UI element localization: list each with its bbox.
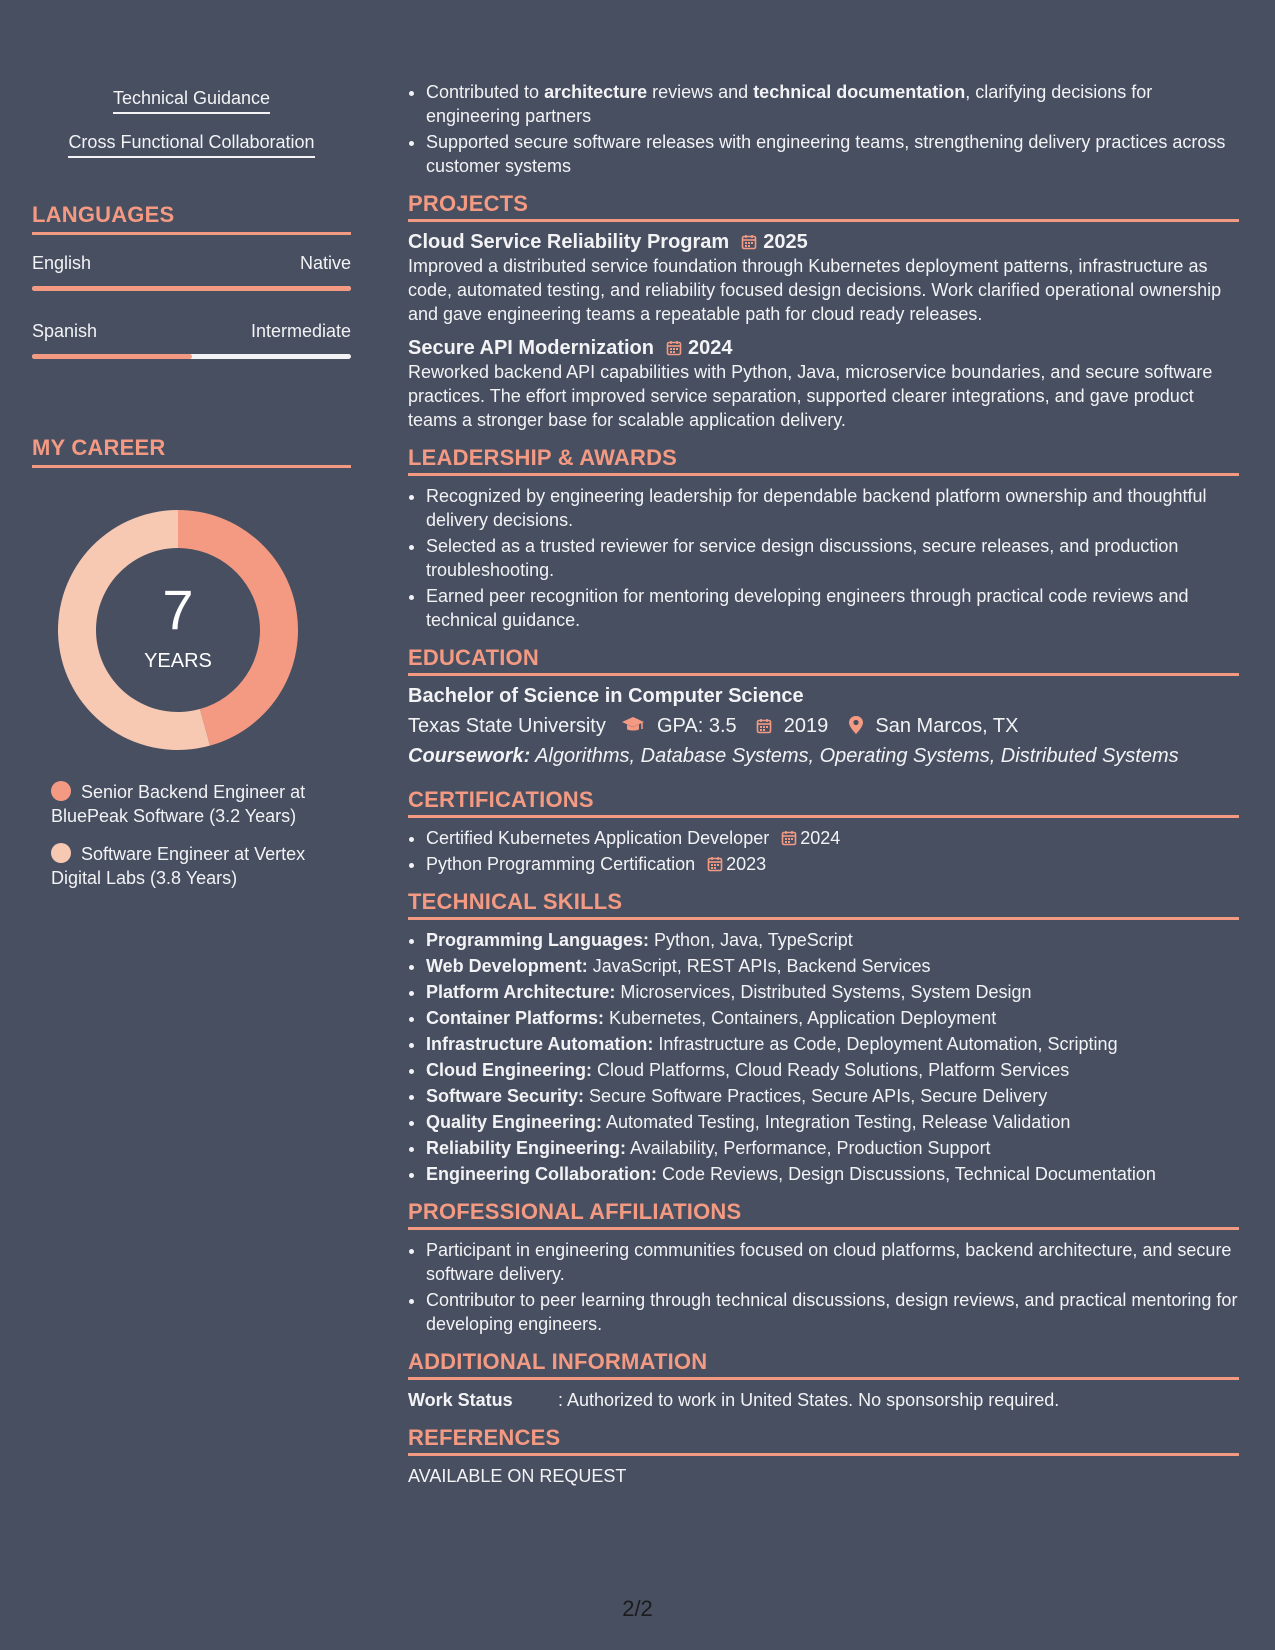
language-proficiency-bar [32,354,351,359]
project-year: 2024 [687,337,733,359]
certifications-section [408,788,1239,876]
calendar-icon [741,234,757,250]
certification-name: Certified Kubernetes Application Developer [426,828,770,848]
calendar-icon [666,340,682,356]
certification-item [426,826,1239,850]
affiliations-heading: PROFESSIONAL AFFILIATIONS [408,1200,1239,1230]
language-proficiency-fill [32,286,351,291]
leadership-item: • Recognized by engineering leadership for dependable backend platform ownership and thoughtful delivery decisions. [426,484,1239,532]
degree-title: Bachelor of Science in Computer Science [408,685,804,707]
education-meta [408,714,1239,738]
guidance-item: Cross Functional Collaboration [68,132,314,158]
project-description: Improved a distributed service foundation through Kubernetes deployment patterns, infrastructure as code, automated testing, and reliability focused design decisions. Work clarified operational ownership and gave engineering teams a repeatable path for cloud ready releases. [408,256,1222,324]
skills-heading: TECHNICAL SKILLS [408,890,1239,920]
language-row [32,253,351,291]
career-total-years: 7 [162,578,194,641]
leadership-item: • Earned peer recognition for mentoring developing engineers through practical code reviews and technical guidance. [426,584,1239,632]
career-role-label: Senior Backend Engineer at BluePeak Software (3.2 Years) [51,782,306,826]
leadership-heading: LEADERSHIP & AWARDS [408,446,1239,476]
language-name: Spanish [32,321,98,341]
skill-value: Cloud Platforms, Cloud Ready Solutions, Platform Services [592,1060,1070,1080]
calendar-icon [781,830,797,846]
references-section [408,1426,1239,1488]
skill-value: Kubernetes, Containers, Application Deployment [604,1008,997,1028]
languages-section [32,202,351,359]
education-section [408,646,1239,768]
additional-section [408,1350,1239,1412]
skill-label: Infrastructure Automation: [426,1034,654,1054]
career-section [32,435,351,890]
coursework [408,744,1239,768]
languages-heading: LANGUAGES [32,202,351,235]
career-heading: MY CAREER [32,435,351,468]
skill-item [426,1110,1239,1134]
affiliation-item: • Participant in engineering communities focused on cloud platforms, backend architecture, and secure software delivery. [426,1238,1239,1286]
language-level: Intermediate [250,321,351,341]
gpa: GPA: 3.5 [656,715,737,737]
graduation-cap-icon [621,716,645,734]
career-role-label: Software Engineer at Vertex Digital Labs (3.8 Years) [51,844,306,888]
skill-item [426,1032,1239,1056]
leadership-section [408,446,1239,632]
skill-value: Infrastructure as Code, Deployment Automation, Scripting [653,1034,1118,1054]
skills-list [408,928,1239,1186]
experience-bullet [426,130,1239,178]
certification-name: Python Programming Certification [426,854,696,874]
language-name: English [32,253,92,273]
page-number: 2/2 [622,1596,653,1621]
projects-section [408,192,1239,432]
skill-item [426,1006,1239,1030]
additional-heading: ADDITIONAL INFORMATION [408,1350,1239,1380]
skill-value: Python, Java, TypeScript [649,930,853,950]
project-description: Reworked backend API capabilities with Python, Java, microservice boundaries, and secure software practices. The effort improved service separation, supported clearer integrations, and gave product teams a stronger base for scalable application delivery. [408,362,1213,430]
emphasis-text: technical documentation [753,82,966,102]
school-name: Texas State University [408,715,606,737]
legend-dot-icon [51,781,71,801]
bullet-text: reviews and [647,82,754,102]
certification-item [426,852,1239,876]
skill-label: Platform Architecture: [426,982,616,1002]
left-column [32,60,351,904]
skill-label: Reliability Engineering: [426,1138,627,1158]
work-status-value: : Authorized to work in United States. No sponsorship required. [558,1390,1060,1410]
skill-label: Software Security: [426,1086,585,1106]
education-heading: EDUCATION [408,646,1239,676]
skill-label: Engineering Collaboration: [426,1164,658,1184]
affiliations-section [408,1200,1239,1336]
certification-year: 2023 [726,854,767,874]
guidance-item: Technical Guidance [113,88,270,114]
page-indicator [0,1596,1275,1622]
work-status-row [408,1388,1239,1412]
certifications-heading: CERTIFICATIONS [408,788,1239,818]
leadership-item: • Selected as a trusted reviewer for service design discussions, secure releases, and production troubleshooting. [426,534,1239,582]
bullet-text: Contributed to [426,82,545,102]
career-total-unit: YEARS [144,650,212,672]
language-level: Native [299,253,351,273]
coursework-list: Algorithms, Database Systems, Operating Systems, Distributed Systems [535,745,1179,767]
skill-item [426,1136,1239,1160]
calendar-icon [756,718,772,734]
skill-item [426,1058,1239,1082]
career-legend-item [51,842,351,890]
graduation-year: 2019 [783,715,829,737]
legend-dot-icon [51,843,71,863]
project-item [408,336,1239,432]
projects-heading: PROJECTS [408,192,1239,222]
work-status-label: Work Status [408,1390,513,1410]
skills-section [408,890,1239,1186]
experience-bullet [426,80,1239,128]
bullet-text: Supported secure software releases with engineering teams, strengthening delivery practices across customer systems [426,132,1226,176]
certification-year: 2024 [800,828,841,848]
language-proficiency-bar [32,286,351,291]
experience-bullets [408,80,1239,178]
emphasis-text: architecture [544,82,648,102]
project-item [408,230,1239,326]
skill-label: Cloud Engineering: [426,1060,592,1080]
skill-value: JavaScript, REST APIs, Backend Services [587,956,931,976]
skill-item [426,980,1239,1004]
right-column [408,80,1239,1488]
language-proficiency-fill [32,354,192,359]
skill-label: Quality Engineering: [426,1112,603,1132]
skill-value: Availability, Performance, Production Support [626,1138,991,1158]
skill-item [426,1084,1239,1108]
project-title: Cloud Service Reliability Program [408,231,730,253]
guidance-list [32,88,351,176]
skill-value: Automated Testing, Integration Testing, Release Validation [602,1112,1071,1132]
skill-value: Secure Software Practices, Secure APIs, Secure Delivery [584,1086,1048,1106]
career-donut-chart [58,510,298,750]
skill-label: Web Development: [426,956,588,976]
skill-value: Code Reviews, Design Discussions, Technical Documentation [657,1164,1156,1184]
career-legend [32,780,351,890]
coursework-label: Coursework: [408,745,531,767]
project-year: 2025 [763,231,808,253]
skill-item [426,954,1239,978]
location-pin-icon [848,715,864,735]
calendar-icon [707,856,723,872]
skill-label: Container Platforms: [426,1008,605,1028]
references-text: AVAILABLE ON REQUEST [408,1466,627,1486]
skill-item [426,928,1239,952]
skill-item [426,1162,1239,1186]
career-legend-item [51,780,351,828]
skill-label: Programming Languages: [426,930,650,950]
skill-value: Microservices, Distributed Systems, System Design [615,982,1032,1002]
bullet-text: , clarifying decisions for engineering partners [426,82,1153,126]
project-title: Secure API Modernization [408,337,654,359]
affiliation-item: • Contributor to peer learning through technical discussions, design reviews, and practical mentoring for developing engineers. [426,1288,1239,1336]
language-row [32,321,351,359]
school-location: San Marcos, TX [875,715,1019,737]
references-heading: REFERENCES [408,1426,1239,1456]
